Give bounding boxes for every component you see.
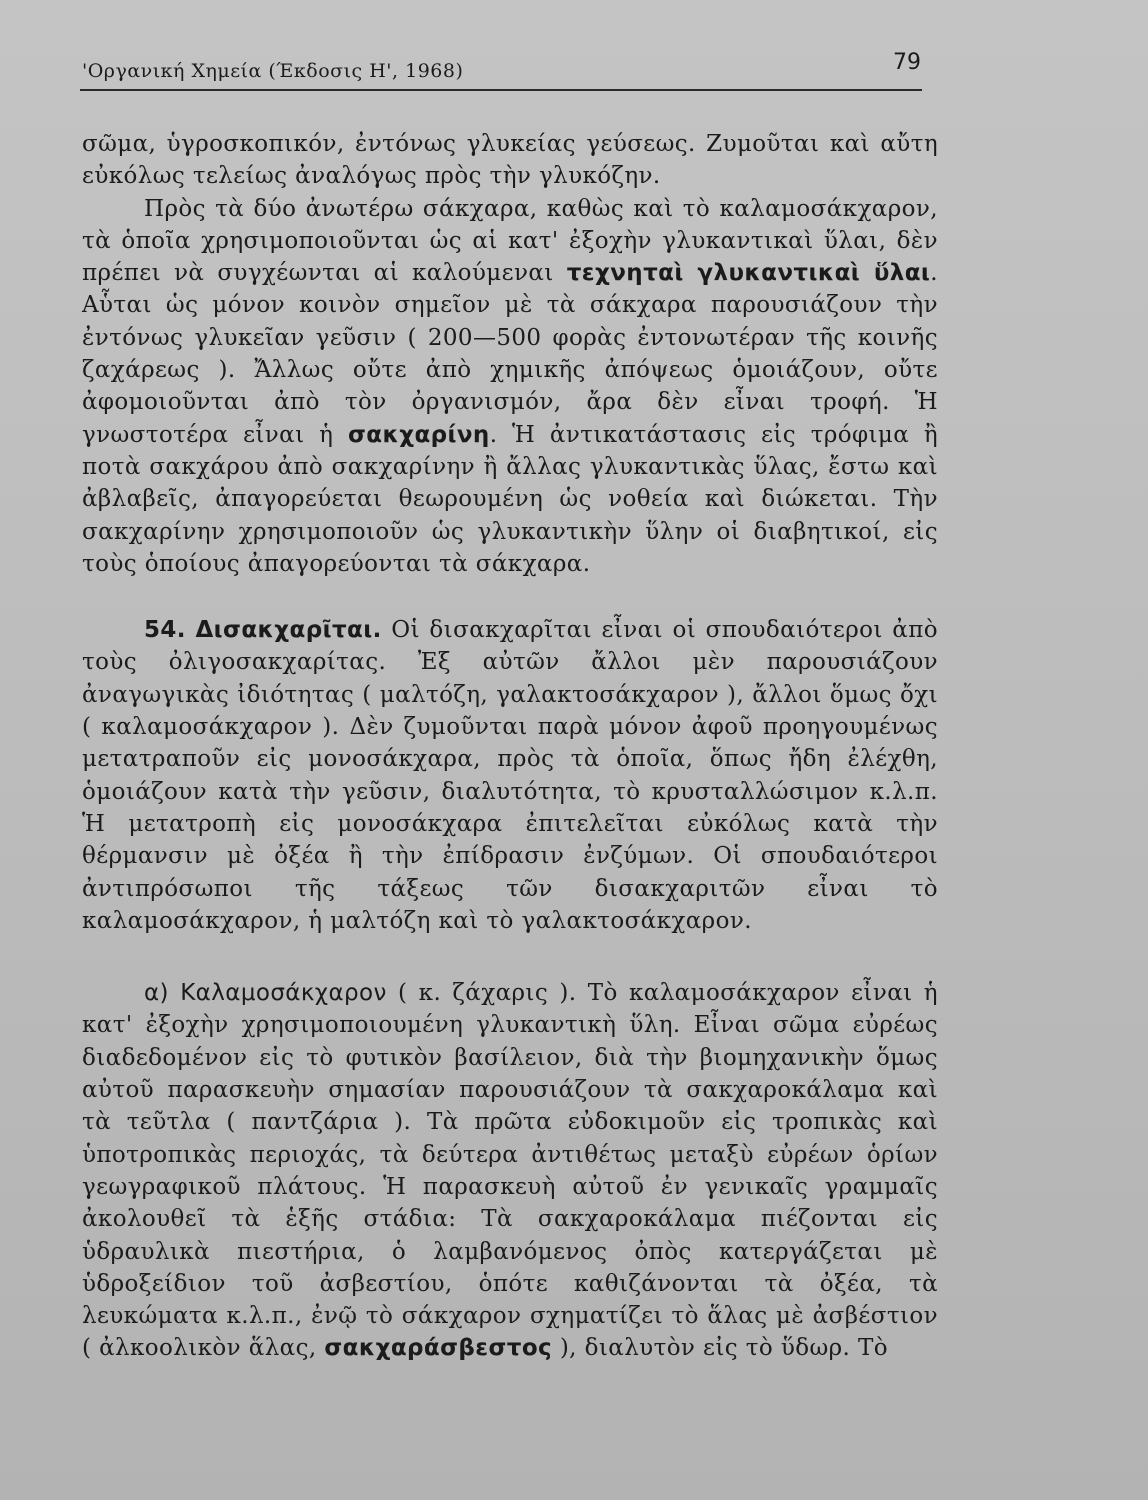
body-text [82, 128, 938, 1365]
paragraph-artificial-sweeteners [82, 193, 938, 581]
subsection-cane-sugar-paragraph [82, 977, 938, 1365]
section-54-paragraph [82, 614, 938, 937]
text-run: Οἱ δισακχαρῖται εἶναι οἱ σπουδαιότεροι ἀπὸ τοὺς ὀλιγοσακχαρίτας. Ἐξ αὐτῶν ἄλλοι μὲν παρουσιάζουν ἀναγωγικὰς ἰδιότητας ( μαλτόζη, γαλακτοσάκχαρον ), ἄλλοι ὅμως ὄχι ( καλαμοσάκχαρον ). Δὲν ζυμοῦνται παρὰ μόνον ἀφοῦ προηγουμένως μετατραποῦν εἰς μονοσάκχαρα, πρὸς τὰ ὁποῖα, ὅπως ἤδη ἐλέχθη, ὁμοιάζουν κατὰ τὴν γεῦσιν, διαλυτότητα, τὸ κρυσταλλώσιμον κ.λ.π. Ἡ μετατροπὴ εἰς μονοσάκχαρα ἐπιτελεῖται εὐκόλως κατὰ τὴν θέρμανσιν μὲ ὀξέα ἢ τὴν ἐπίδρασιν ἐνζύμων. Οἱ σπουδαιότεροι ἀντιπρόσωποι τῆς τάξεως τῶν δισακχαριτῶν εἶναι τὸ καλαμοσάκχαρον, ἡ μαλτόζη καὶ τὸ γαλακτοσάκχαρον. [82, 617, 938, 934]
section-title: Δισακχαρῖται. [195, 617, 382, 644]
paragraph-continuation: σῶμα, ὑγροσκοπικόν, ἐντόνως γλυκείας γεύσεως. Ζυμοῦται καὶ αὔτη εὐκόλως τελείως ἀναλόγως πρὸς τὴν γλυκόζην. [82, 131, 938, 190]
bold-term-saccharin: σακχαρίνη [347, 421, 490, 448]
page-number: 79 [893, 50, 921, 75]
text-run: ), διαλυτὸν εἰς τὸ ὕδωρ. Τὸ [559, 1335, 888, 1362]
running-header-title: 'Οργανική Χημεία (Έκδοσις Η', 1968) [82, 60, 464, 82]
text-run: Πρὸς τὰ δύο ἀνωτέρω σάκχαρα, καθὼς καὶ τὸ καλαμοσάκχαρον, τὰ ὁποῖα χρησιμοποιοῦνται ὡς αἱ κατ' ἐξοχὴν γλυκαντικαὶ ὕλαι, δὲν πρέπει νὰ συγχέωνται αἱ καλούμεναι [82, 195, 938, 287]
section-number: 54. [144, 617, 186, 644]
text-run: . Αὗται ὡς μόνον κοινὸν σημεῖον μὲ τὰ σάκχαρα παρουσιάζουν τὴν ἐντόνως γλυκεῖαν γεῦσιν ( 200—500 φορὰς ἐντονωτέραν τῆς κοινῆς ζαχάρεως ). Ἄλλως οὔτε ἀπὸ χημικῆς ἀπόψεως ὁμοιάζουν, οὔτε ἀφομοιοῦνται ἀπὸ τὸν ὀργανισμόν, ἄρα δὲν εἶναι τροφή. Ἡ γνωστοτέρα εἶναι ἡ [82, 260, 938, 448]
bold-term-calcium-saccharate: σακχαράσβεστος [324, 1335, 553, 1362]
text-run: ( κ. ζάχαρις ). Τὸ καλαμοσάκχαρον εἶναι ἡ κατ' ἐξοχὴν χρησιμοποιουμένη γλυκαντικὴ ὕλη. Εἶναι σῶμα εὐρέως διαδεδομένον εἰς τὸ φυτικὸν βασίλειον, διὰ τὴν βιομηχανικὴν ὅμως αὐτοῦ παρασκευὴν σημασίαν παρουσιάζουν τὰ σακχαροκάλαμα καὶ τὰ τεῦτλα ( παντζάρια ). Τὰ πρῶτα εὐδοκιμοῦν εἰς τροπικὰς καὶ ὑποτροπικὰς περιοχάς, τὰ δεύτερα ἀντιθέτως μεταξὺ εὐρέων ὁρίων γεωγραφικοῦ πλάτους. Ἡ παρασκευὴ αὐτοῦ ἐν γενικαῖς γραμμαῖς ἀκολουθεῖ τὰ ἑξῆς στάδια: Τὰ σακχαροκάλαμα πιέζονται εἰς ὑδραυλικὰ πιεστήρια, ὁ λαμβανόμενος ὀπὸς κατεργάζεται μὲ ὑδροξείδιον τοῦ ἀσβεστίου, ὁπότε καθιζάνονται τὰ ὀξέα, τὰ λευκώματα κ.λ.π., ἐνῷ τὸ σάκχαρον σχηματίζει τὸ ἅλας μὲ ἀσβέστιον ( ἀλκοολικὸν ἅλας, [82, 980, 938, 1362]
subsection-label: α) Καλαμοσάκχαρον [144, 980, 387, 1007]
bold-term-artificial-sweeteners: τεχνηταὶ γλυκαντικαὶ ὕλαι [566, 260, 931, 287]
text-run: . Ἡ ἀντικατάστασις εἰς τρόφιμα ἢ ποτὰ σακχάρου ἀπὸ σακχαρίνην ἢ ἄλλας γλυκαντικὰς ὕλας, ἔστω καὶ ἀβλαβεῖς, ἀπαγορεύεται θεωρουμένη ὡς νοθεία καὶ διώκεται. Τὴν σακχαρίνην χρησιμοποιοῦν ὡς γλυκαντικὴν ὕλην οἱ διαβητικοί, εἰς τοὺς ὁποίους ἀπαγορεύονται τὰ σάκχαρα. [82, 421, 938, 577]
header-divider [80, 89, 922, 91]
